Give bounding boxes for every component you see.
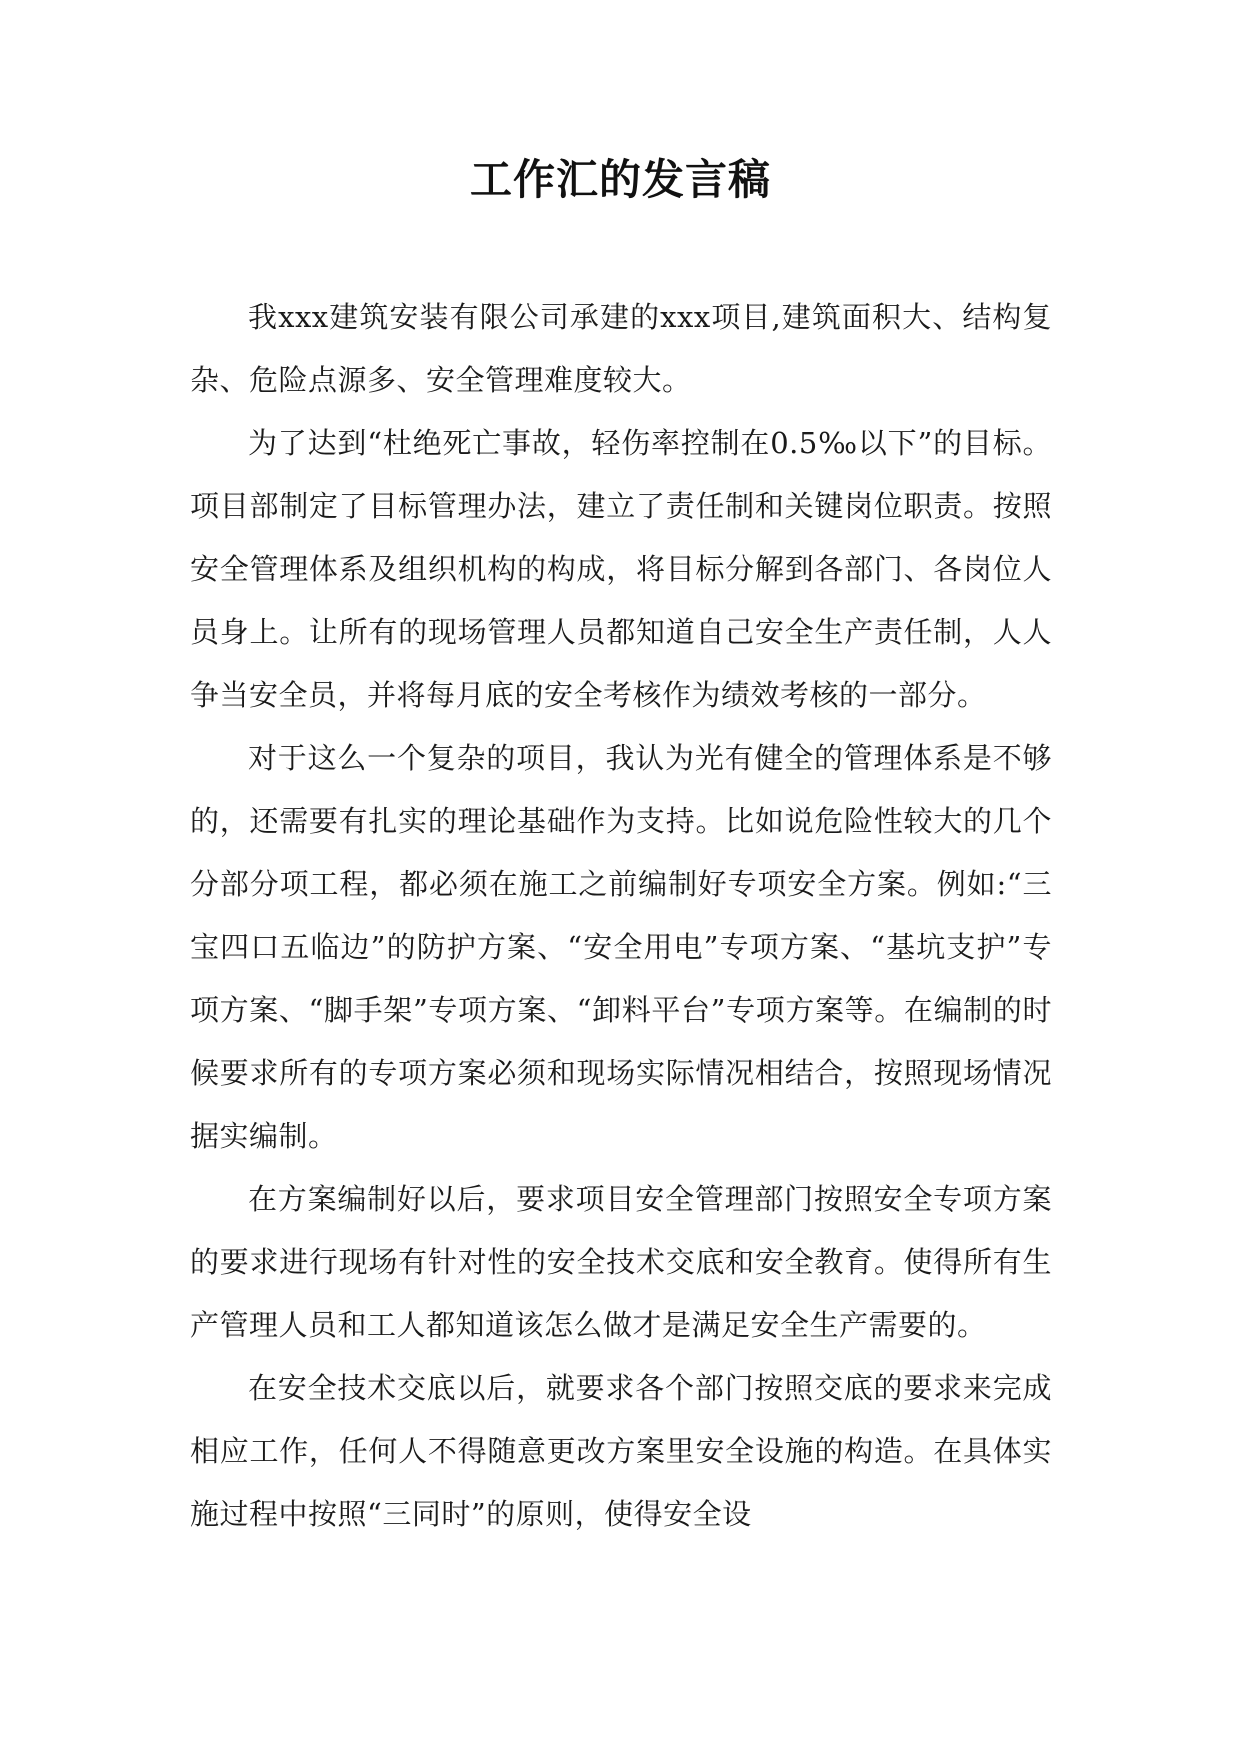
paragraph: 为了达到“杜绝死亡事故，轻伤率控制在0.5‰以下”的目标。项目部制定了目标管理办法，建立了责任制和关键岗位职责。按照安全管理体系及组织机构的构成，将目标分解到各部门、各岗位人员身上。让所有的现场管理人员都知道自己安全生产责任制，人人争当安全员，并将每月底的安全考核作为绩效考核的一部分。	[190, 426, 1052, 712]
document-body	[190, 286, 1052, 1546]
paragraph: 我xxx建筑安装有限公司承建的xxx项目,建筑面积大、结构复杂、危险点源多、安全管理难度较大。	[190, 300, 1052, 397]
paragraph: 在方案编制好以后，要求项目安全管理部门按照安全专项方案的要求进行现场有针对性的安全技术交底和安全教育。使得所有生产管理人员和工人都知道该怎么做才是满足安全生产需要的。	[190, 1182, 1052, 1342]
document-title: 工作汇的发言稿	[469, 155, 771, 204]
paragraph: 在安全技术交底以后，就要求各个部门按照交底的要求来完成相应工作，任何人不得随意更改方案里安全设施的构造。在具体实施过程中按照“三同时”的原则，使得安全设	[190, 1371, 1052, 1531]
paragraph: 对于这么一个复杂的项目，我认为光有健全的管理体系是不够的，还需要有扎实的理论基础作为支持。比如说危险性较大的几个分部分项工程，都必须在施工之前编制好专项安全方案。例如:“三宝四口五临边”的防护方案、“安全用电”专项方案、“基坑支护”专项方案、“脚手架”专项方案、“卸料平台”专项方案等。在编制的时候要求所有的专项方案必须和现场实际情况相结合，按照现场情况据实编制。	[190, 741, 1052, 1153]
